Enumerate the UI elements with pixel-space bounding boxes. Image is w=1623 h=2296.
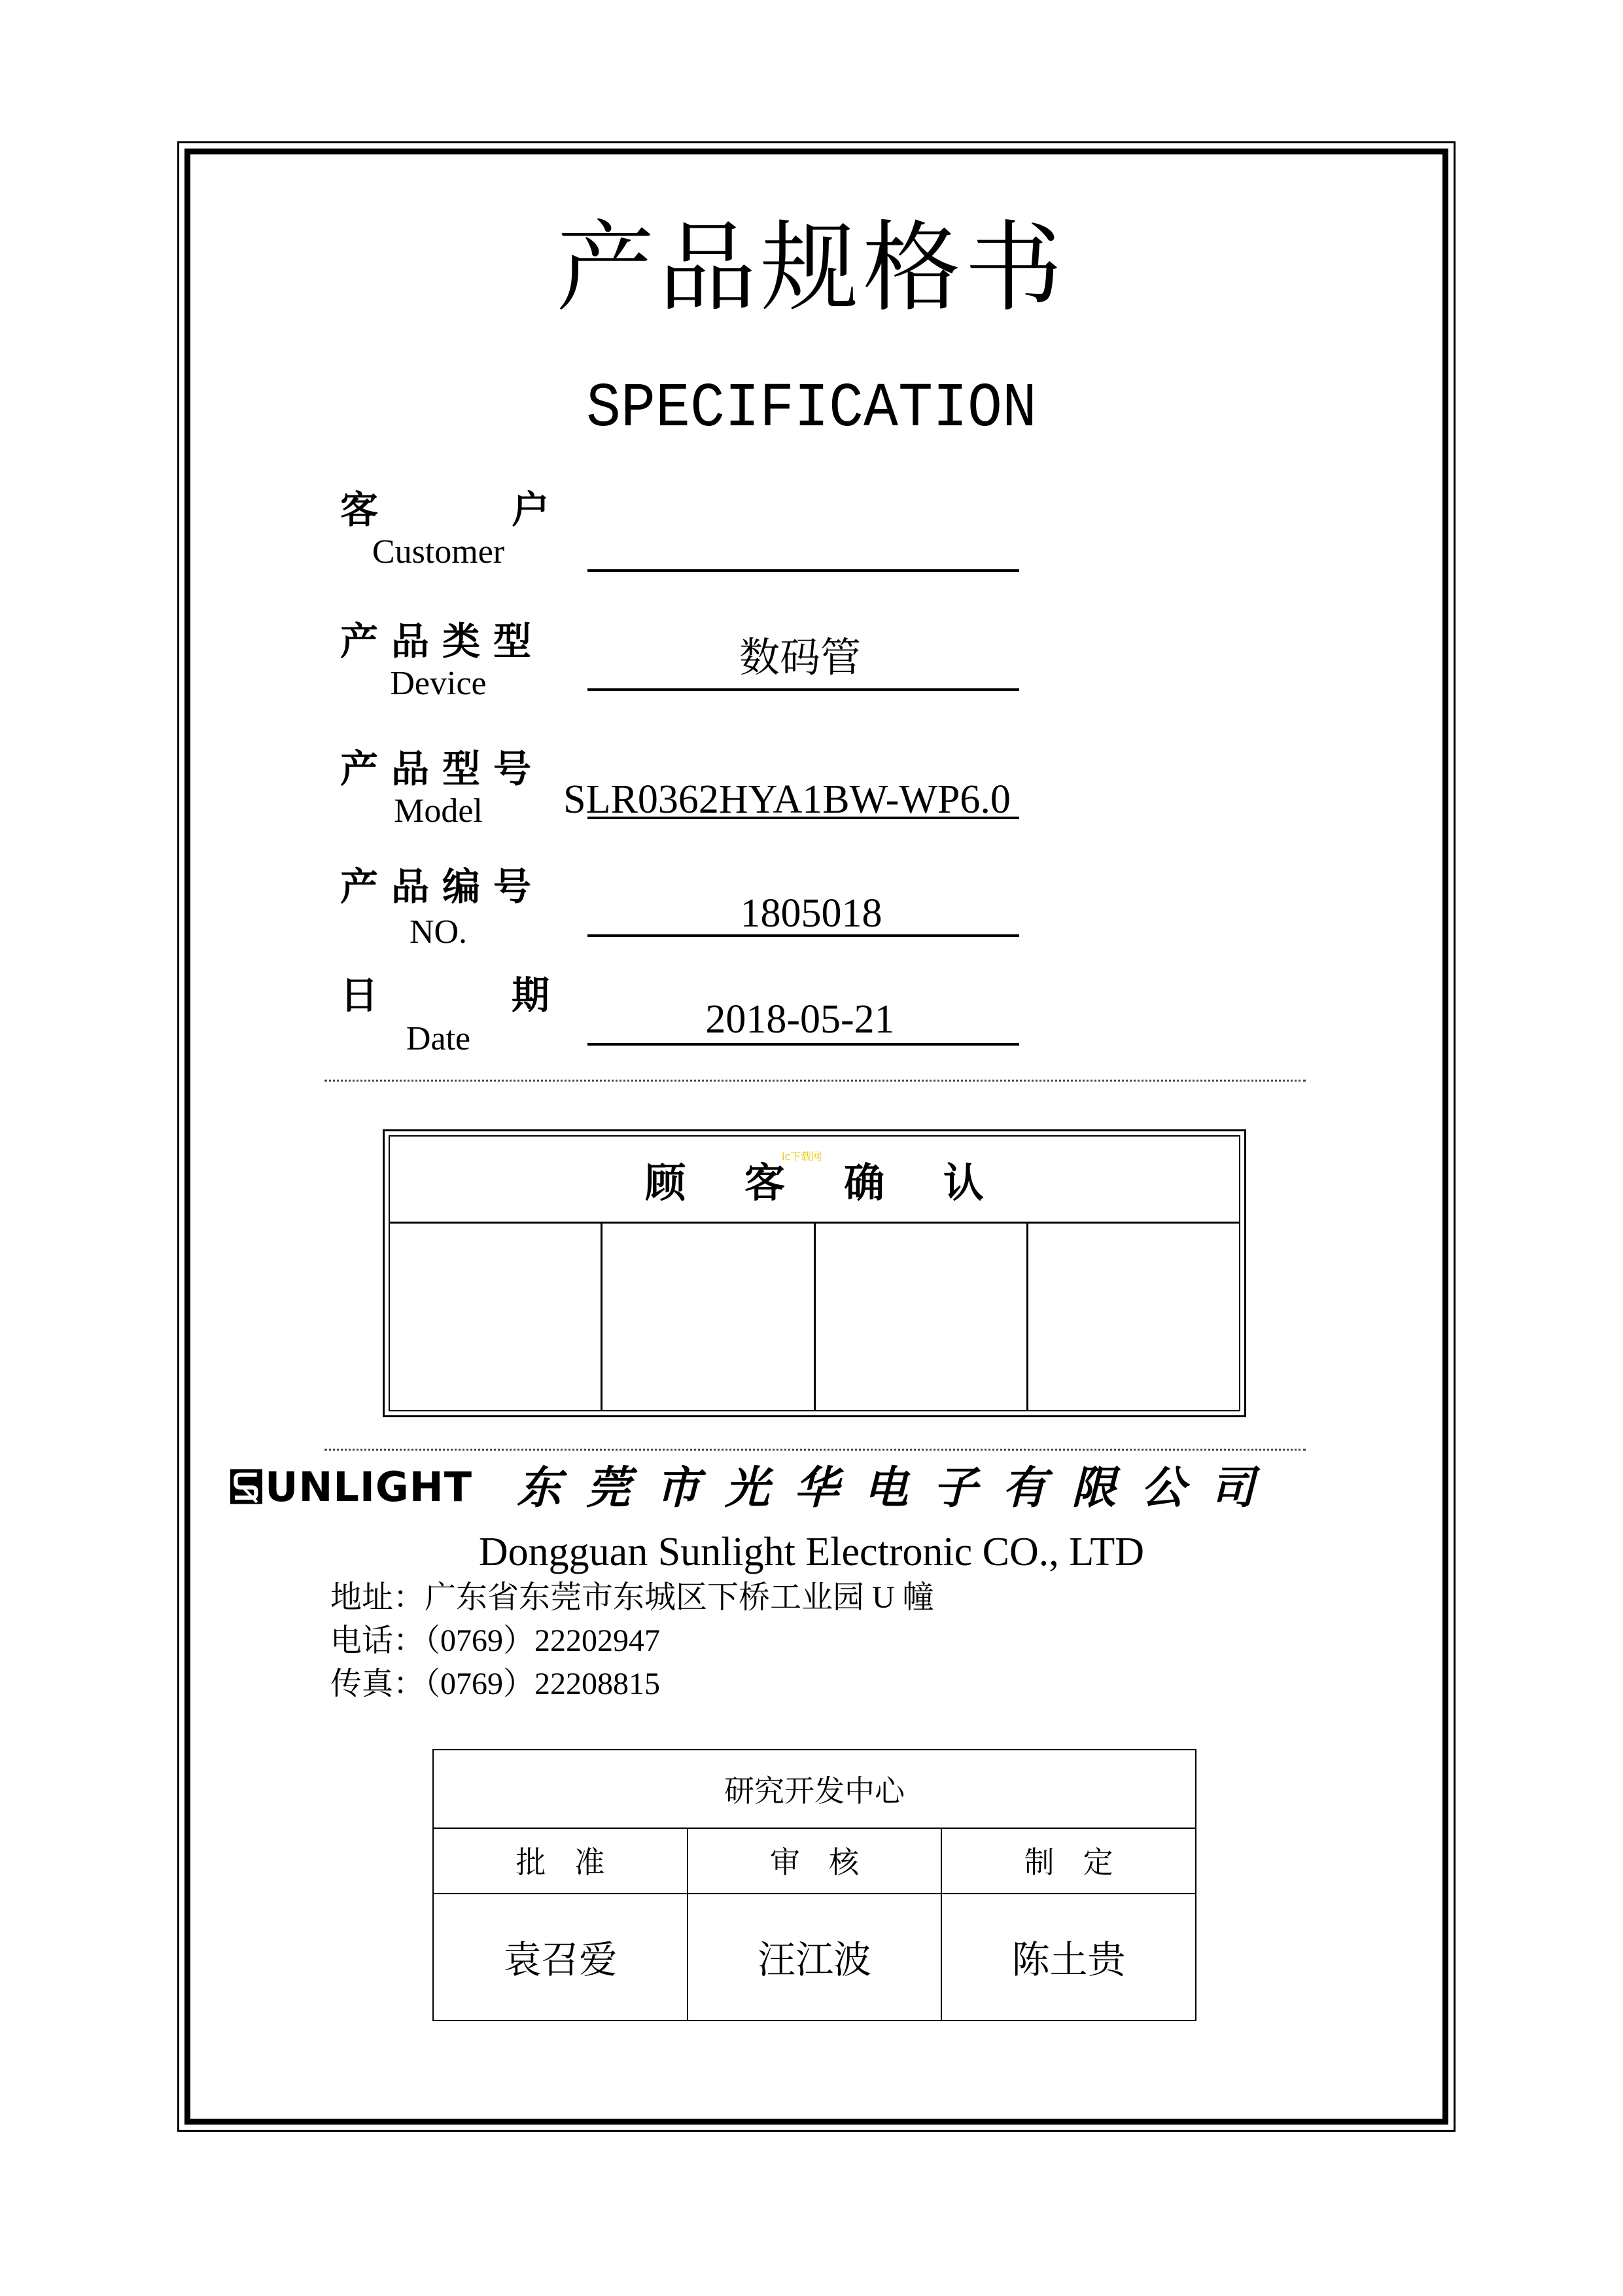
sunlight-s-icon	[230, 1462, 262, 1511]
preparer-name: 陈土贵	[1011, 1937, 1126, 1982]
rd-approval-table	[432, 1749, 1196, 2021]
number-label-cn: 产品编号	[340, 864, 545, 909]
reviewer-name: 汪江波	[688, 1893, 943, 2020]
sunlight-logo	[230, 1460, 472, 1513]
logo-wordmark: UNLIGHT	[265, 1462, 472, 1511]
role-review: 审核	[688, 1828, 943, 1893]
title-english: SPECIFICATION	[585, 373, 1037, 444]
confirm-signature-cell-1[interactable]	[390, 1224, 602, 1410]
date-label-en: Date	[406, 1020, 471, 1057]
model-underline	[587, 817, 1019, 819]
customer-confirmation-box	[383, 1129, 1246, 1417]
customer-label-char-1: 客	[340, 487, 379, 532]
company-name-cn: 东莞市光华电子有限公司	[517, 1462, 1280, 1514]
approver-name: 袁召爱	[434, 1893, 688, 2020]
customer-underline	[587, 569, 1019, 572]
date-value[interactable]: 2018-05-21	[705, 997, 895, 1042]
company-fax: 传真：（0769）22208815	[330, 1667, 661, 1701]
device-underline	[587, 688, 1019, 691]
confirm-signature-cell-3[interactable]	[816, 1224, 1028, 1410]
company-name-en: Dongguan Sunlight Electronic CO., LTD	[478, 1530, 1145, 1574]
title-chinese: 产品规格书	[556, 211, 1067, 325]
device-label-cn: 产品类型	[340, 619, 545, 663]
customer-label-cn	[340, 487, 550, 533]
customer-label-en: Customer	[372, 533, 505, 571]
confirm-char: 客	[744, 1158, 785, 1207]
confirm-char: 顾	[644, 1158, 686, 1207]
model-label-cn: 产品型号	[340, 747, 545, 791]
role-prepare: 制定	[1024, 1845, 1142, 1880]
date-label-cn	[340, 972, 550, 1018]
number-value[interactable]: 1805018	[740, 891, 882, 936]
model-label-en: Model	[394, 792, 483, 830]
company-phone: 电话：（0769）22202947	[330, 1623, 661, 1658]
device-label-en: Device	[390, 665, 487, 702]
confirm-signature-cell-2[interactable]	[602, 1224, 815, 1410]
watermark-stamp: ic下载网	[782, 1150, 822, 1163]
model-value[interactable]: SLR0362HYA1BW-WP6.0	[563, 777, 1011, 822]
role-approve: 批准	[434, 1828, 688, 1893]
customer-label-char-2: 户	[511, 487, 550, 532]
number-underline	[587, 934, 1019, 937]
rd-table-header: 研究开发中心	[434, 1750, 1195, 1829]
divider-top	[324, 1080, 1306, 1082]
date-label-char-2: 期	[511, 973, 550, 1017]
number-label-en: NO.	[409, 913, 468, 951]
date-underline	[587, 1043, 1019, 1046]
date-label-char-1: 日	[340, 973, 379, 1017]
device-value[interactable]: 数码管	[739, 636, 861, 680]
confirm-char: 确	[844, 1158, 885, 1207]
confirm-char: 认	[943, 1158, 985, 1207]
company-address: 地址：广东省东莞市东城区下桥工业园 U 幢	[330, 1580, 934, 1615]
confirm-signature-cell-4[interactable]	[1028, 1224, 1239, 1410]
divider-bottom	[324, 1449, 1306, 1451]
